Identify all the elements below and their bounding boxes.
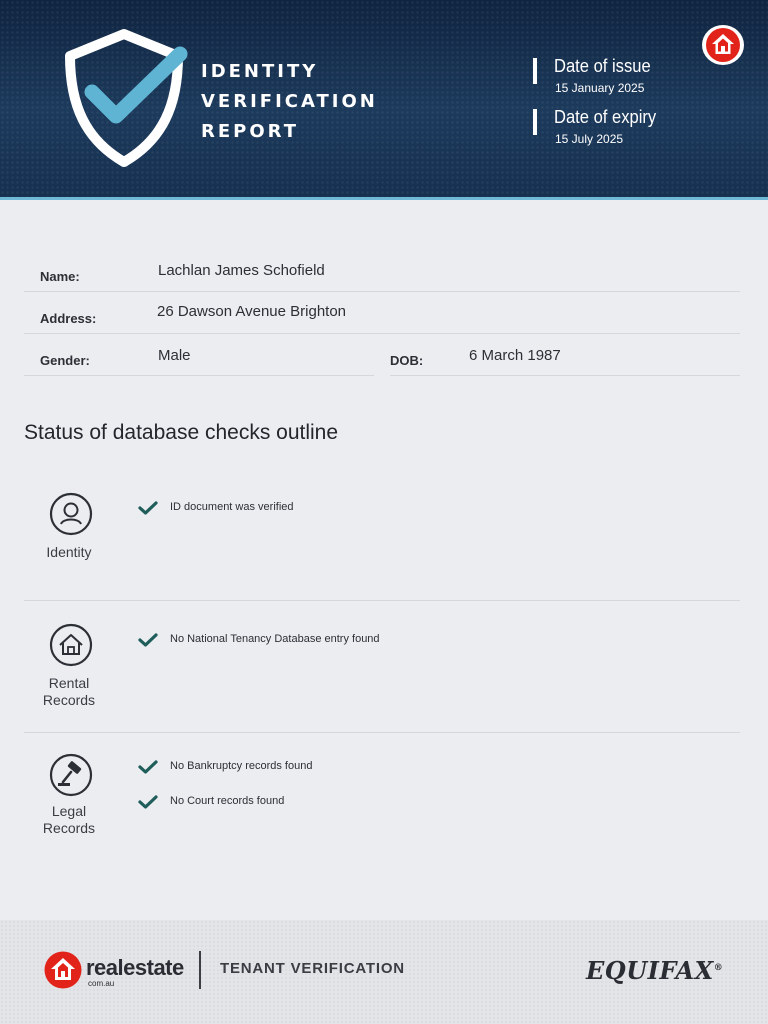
house-icon: [49, 623, 93, 667]
caption-line: Identity: [46, 544, 92, 560]
expiry-date-label: Date of expiry: [554, 107, 657, 127]
report-title-line: VERIFICATION: [201, 91, 378, 112]
section-title: Status of database checks outline: [24, 421, 339, 444]
caption-line: Records: [42, 692, 96, 708]
name-label: Name:: [40, 269, 80, 284]
gender-label: Gender:: [40, 353, 90, 368]
address-row: [24, 292, 740, 334]
expiry-date-value: 15 July 2025: [555, 132, 624, 146]
caption-line: Records: [42, 820, 96, 836]
person-icon: [49, 492, 93, 536]
name-value: Lachlan James Schofield: [158, 262, 325, 279]
dob-value: 6 March 1987: [469, 347, 561, 364]
dob-row: [390, 334, 740, 376]
identity-check-group: [24, 470, 740, 601]
date-bar: [533, 58, 537, 84]
gender-row: [24, 334, 374, 376]
rental-check-group: [24, 601, 740, 733]
name-row: [24, 250, 740, 292]
product-name: TENANT VERIFICATION: [220, 960, 405, 977]
report-title-line: REPORT: [201, 121, 299, 142]
brand-name: realestate: [86, 955, 184, 980]
check-text: ID document was verified: [170, 501, 294, 513]
realestate-logo-icon: [44, 951, 82, 989]
issue-date-value: 15 January 2025: [555, 81, 645, 95]
shield-check-icon: [58, 28, 190, 168]
report-title: [201, 57, 378, 147]
check-text: No Bankruptcy records found: [170, 760, 313, 772]
address-value: 26 Dawson Avenue Brighton: [157, 303, 347, 320]
gender-value: Male: [158, 347, 191, 364]
date-bar: [533, 109, 537, 135]
partner-logo: EQUIFAX®: [586, 956, 724, 985]
identity-caption: [24, 544, 114, 561]
check-icon: [138, 760, 158, 774]
caption-line: Rental: [48, 675, 90, 691]
check-icon: [138, 633, 158, 647]
check-text: No National Tenancy Database entry found: [170, 633, 380, 645]
home-icon: [705, 27, 741, 63]
home-button[interactable]: [702, 25, 744, 65]
partner-name: EQUIFAX: [586, 956, 714, 985]
report-title-line: IDENTITY: [201, 61, 319, 82]
report-header: [0, 0, 768, 200]
address-label: Address:: [40, 311, 97, 326]
gavel-icon: [49, 753, 93, 797]
dob-label: DOB:: [390, 353, 424, 368]
caption-line: Legal: [51, 803, 87, 819]
legal-caption: [24, 803, 114, 837]
check-icon: [138, 501, 158, 515]
rental-caption: [24, 675, 114, 709]
report-footer: [0, 920, 768, 1024]
issue-date-label: Date of issue: [554, 56, 651, 76]
check-text: No Court records found: [170, 795, 285, 807]
legal-check-group: [24, 733, 740, 863]
check-icon: [138, 795, 158, 809]
brand-domain: com.au: [88, 979, 115, 988]
footer-divider: [199, 951, 201, 989]
